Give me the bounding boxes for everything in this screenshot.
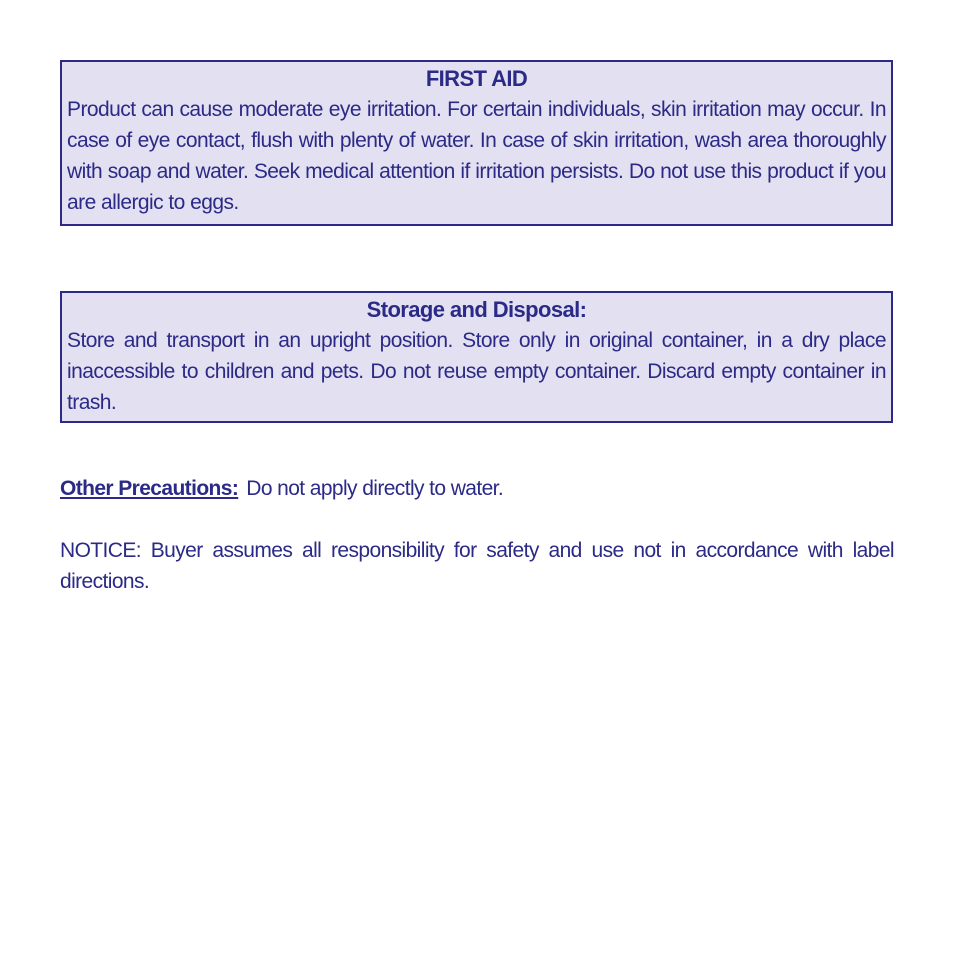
other-precautions xyxy=(60,473,894,504)
first-aid-box xyxy=(60,60,893,226)
other-precautions-text: Do not apply directly to water. xyxy=(246,477,504,500)
storage-disposal-title: Storage and Disposal: xyxy=(366,297,587,322)
storage-disposal-box xyxy=(60,291,893,423)
other-precautions-label: Other Precautions: xyxy=(60,477,239,500)
first-aid-title: FIRST AID xyxy=(425,66,528,91)
notice-text: NOTICE: Buyer assumes all responsibility for safety and use not in accordance with label directions. xyxy=(60,539,894,593)
first-aid-body: Product can cause moderate eye irritation. For certain individuals, skin irritation may occur. In case of eye contact, flush with plenty of water. In case of skin irritation, wash area thoroughly with soap and water. Seek medical attention if irritation persists. Do not use this product if you are allergic to eggs. xyxy=(67,98,886,214)
storage-disposal-body: Store and transport in an upright position. Store only in original container, in a dry place inaccessible to children and pets. Do not reuse empty container. Discard empty container in trash. xyxy=(67,329,886,414)
